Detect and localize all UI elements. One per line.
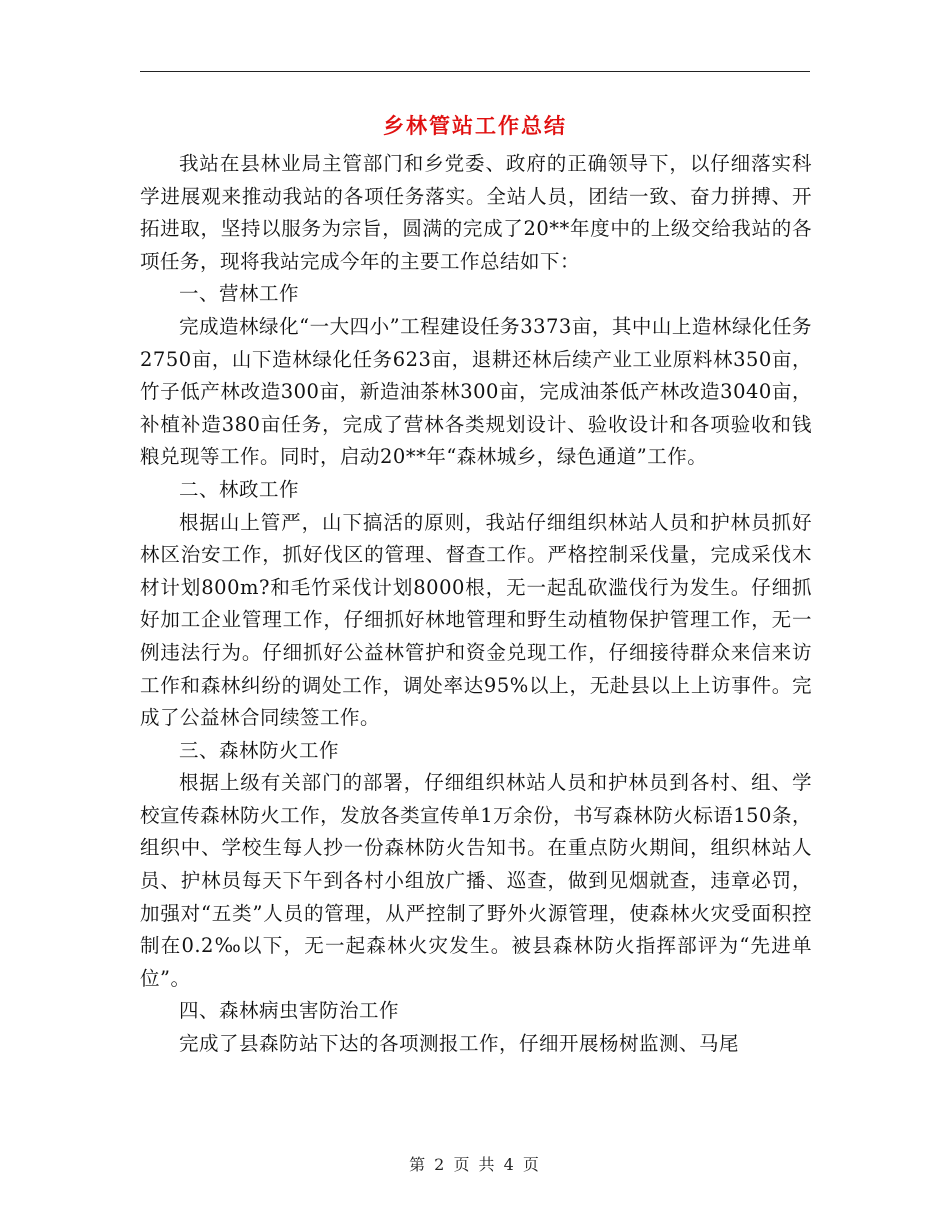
section-heading-forest-administration: 二、林政工作 <box>179 477 300 501</box>
document-body <box>140 148 812 1061</box>
document-title: 乡林管站工作总结 <box>383 113 567 138</box>
page-number-footer: 第 2 页 共 4 页 <box>409 1155 541 1174</box>
section-heading-fire-prevention: 三、森林防火工作 <box>179 738 340 762</box>
section-heading-afforestation: 一、营林工作 <box>179 282 300 306</box>
section-text-forest-administration: 根据山上管严，山下搞活的原则，我站仔细组织林站人员和护林员抓好林区治安工作，抓好伐区的管理、督查工作。严格控制采伐量，完成采伐木材计划800m?和毛竹采伐计划8000根，无一起乱砍滥伐行为发生。仔细抓好加工企业管理工作，仔细抓好林地管理和野生动植物保护管理工作，无一例违法行为。仔细抓好公益林管护和资金兑现工作，仔细接待群众来信来访工作和森林纠纷的调处工作，调处率达95%以上，无赴县以上上访事件。完成了公益林合同续签工作。 <box>140 510 812 730</box>
section-text-afforestation: 完成造林绿化“一大四小”工程建设任务3373亩，其中山上造林绿化任务2750亩，山下造林绿化任务623亩，退耕还林后续产业工业原料林350亩，竹子低产林改造300亩，新造油茶林300亩，完成油茶低产林改造3040亩，补植补造380亩任务，完成了营林各类规划设计、验收设计和各项验收和钱粮兑现等工作。同时，启动20**年“森林城乡，绿色通道”工作。 <box>140 314 812 469</box>
section-heading-pest-control: 四、森林病虫害防治工作 <box>179 999 400 1023</box>
header-rule <box>140 71 810 72</box>
section-text-pest-control: 完成了县森防站下达的各项测报工作，仔细开展杨树监测、马尾 <box>179 1032 740 1056</box>
intro-paragraph: 我站在县林业局主管部门和乡党委、政府的正确领导下，以仔细落实科学进展观来推动我站的各项任务落实。全站人员，团结一致、奋力拼搏、开拓进取，坚持以服务为宗旨，圆满的完成了20**年度中的上级交给我站的各项任务，现将我站完成今年的主要工作总结如下： <box>140 152 812 273</box>
section-text-fire-prevention: 根据上级有关部门的部署，仔细组织林站人员和护林员到各村、组、学校宣传森林防火工作，发放各类宣传单1万余份，书写森林防火标语150条，组织中、学校生每人抄一份森林防火告知书。在重点防火期间，组织林站人员、护林员每天下午到各村小组放广播、巡查，做到见烟就查，违章必罚，加强对“五类”人员的管理，从严控制了野外火源管理，使森林火灾受面积控制在0.2‰以下，无一起森林火灾发生。被县森林防火指挥部评为“先进单位”。 <box>140 771 812 990</box>
